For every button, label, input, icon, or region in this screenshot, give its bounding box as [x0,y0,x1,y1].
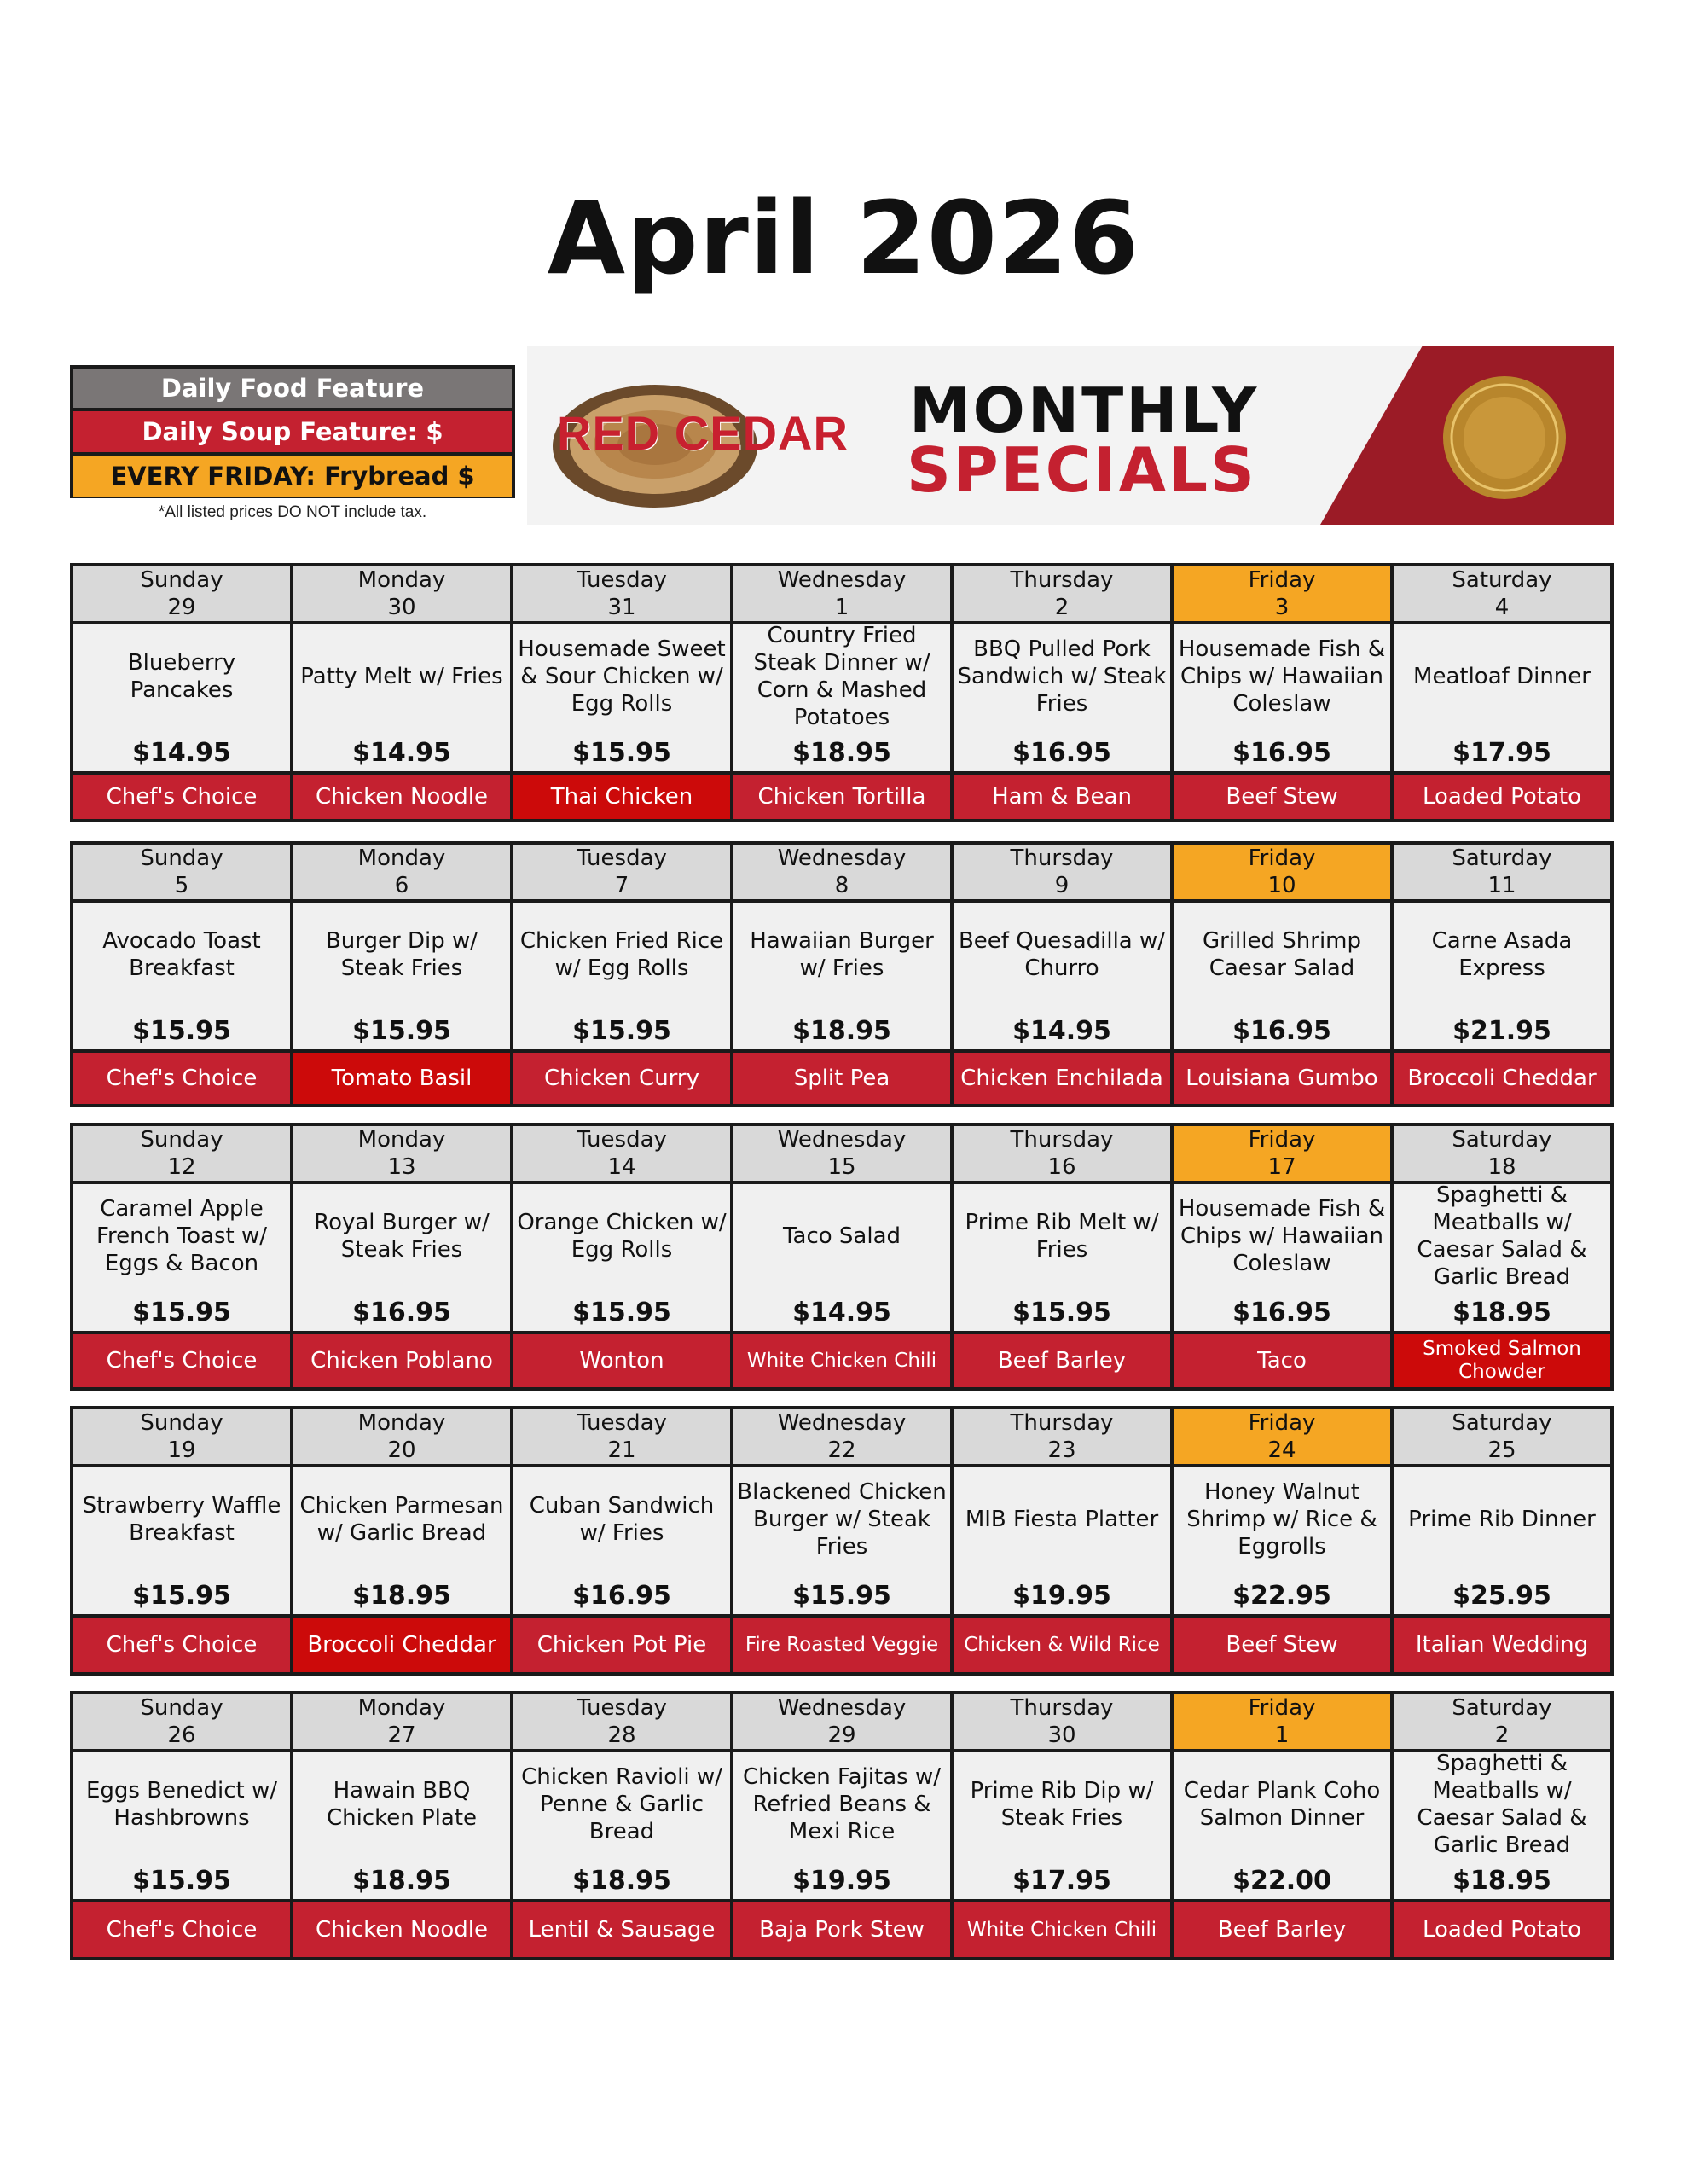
legend-food-feature: Daily Food Feature [70,365,515,410]
food-cell [1174,1752,1390,1899]
day-date: 5 [174,873,189,898]
day-date: 9 [1054,873,1070,898]
dish-price: $15.95 [132,1298,231,1327]
food-cell [733,1184,950,1331]
day-date: 17 [1267,1154,1296,1180]
day-name: Sunday [140,1695,223,1721]
food-cell [73,1752,290,1899]
day-header [1174,566,1390,621]
soup-cell: Louisiana Gumbo [1174,1053,1390,1104]
banner-specials: SPECIALS [907,434,1257,506]
day-date: 21 [607,1438,636,1463]
dish-price: $15.95 [572,1016,671,1046]
page-title: April 2026 [547,179,1140,297]
food-cell [1174,624,1390,771]
soup-cell: Baja Pork Stew [733,1902,950,1957]
day-header [293,566,510,621]
day-header [513,566,730,621]
day-header [1174,1694,1390,1749]
day-header [1394,1126,1610,1181]
soup-cell: Beef Barley [1174,1902,1390,1957]
food-cell [733,624,950,771]
day-header [73,845,290,899]
day-name: Saturday [1452,567,1552,593]
dish-name: Meatloaf Dinner [1413,664,1591,689]
day-header [733,1126,950,1181]
soup-cell: Beef Stew [1174,1618,1390,1672]
dish-name: Carne Asada Express [1431,928,1573,981]
dish-price: $18.95 [352,1581,451,1611]
dish-price: $16.95 [572,1581,671,1611]
day-name: Sunday [140,1410,223,1436]
food-cell [1174,903,1390,1049]
day-name: Friday [1248,567,1316,593]
week-3 [70,1123,1614,1391]
day-name: Wednesday [777,1695,907,1721]
soup-cell: Chef's Choice [73,1334,290,1387]
dish-name: Blackened Chicken Burger w/ Steak Fries [737,1479,947,1560]
soup-cell: Tomato Basil [293,1053,510,1104]
food-cell [513,1467,730,1614]
dish-name: Chicken Parmesan w/ Garlic Bread [299,1493,504,1546]
day-name: Sunday [140,567,223,593]
dish-name: Orange Chicken w/ Egg Rolls [517,1210,727,1263]
soup-cell: Wonton [513,1334,730,1387]
day-name: Monday [357,567,446,593]
day-date: 1 [1274,1722,1290,1748]
day-header [73,566,290,621]
day-date: 8 [834,873,849,898]
food-cell [1174,1467,1390,1614]
dish-name: Cuban Sandwich w/ Fries [529,1493,715,1546]
dish-name: Eggs Benedict w/ Hashbrowns [85,1778,278,1831]
dish-name: BBQ Pulled Pork Sandwich w/ Steak Fries [957,636,1167,717]
food-cell [293,1467,510,1614]
day-name: Tuesday [577,1695,667,1721]
soup-cell: Lentil & Sausage [513,1902,730,1957]
day-name: Wednesday [777,567,907,593]
soup-cell: Beef Stew [1174,775,1390,819]
dish-price: $18.95 [792,1016,891,1046]
week-5 [70,1691,1614,1960]
dish-name: MIB Fiesta Platter [965,1507,1159,1532]
dish-price: $15.95 [792,1581,891,1611]
soup-cell: Fire Roasted Veggie [733,1618,950,1672]
dish-name: Housemade Sweet & Sour Chicken w/ Egg Rolls [518,636,726,717]
day-name: Wednesday [777,1127,907,1153]
day-header [1394,845,1610,899]
day-header [733,1409,950,1464]
dish-price: $14.95 [1012,1016,1111,1046]
dish-price: $16.95 [1232,1298,1331,1327]
day-header [733,566,950,621]
day-date: 15 [827,1154,856,1180]
food-cell [73,903,290,1049]
food-cell [1394,903,1610,1049]
day-header [513,1126,730,1181]
dish-name: Avocado Toast Breakfast [102,928,261,981]
day-header [513,1694,730,1749]
dish-price: $16.95 [352,1298,451,1327]
soup-cell: Chef's Choice [73,775,290,819]
red-cedar-logo: RED CEDAR [557,406,849,460]
dish-price: $15.95 [352,1016,451,1046]
dish-name: Taco Salad [782,1223,901,1249]
soup-cell: Broccoli Cheddar [1394,1053,1610,1104]
soup-cell: Loaded Potato [1394,775,1610,819]
food-cell [954,1752,1170,1899]
dish-price: $18.95 [572,1866,671,1896]
dish-name: Spaghetti & Meatballs w/ Caesar Salad & Garlic Bread [1417,1751,1587,1858]
day-date: 10 [1267,873,1296,898]
day-header [954,566,1170,621]
soup-cell: Chef's Choice [73,1053,290,1104]
day-name: Saturday [1452,845,1552,871]
day-date: 19 [167,1438,196,1463]
soup-cell: Chicken Tortilla [733,775,950,819]
day-header [293,845,510,899]
dish-price: $14.95 [132,738,231,768]
day-header [293,1694,510,1749]
day-header [513,845,730,899]
food-cell [1394,1184,1610,1331]
dish-name: Honey Walnut Shrimp w/ Rice & Eggrolls [1186,1479,1377,1560]
food-cell [73,1184,290,1331]
day-date: 26 [167,1722,196,1748]
day-date: 20 [387,1438,416,1463]
legend-soup-feature: Daily Soup Feature: $ [70,410,515,454]
food-cell [733,1752,950,1899]
day-date: 23 [1047,1438,1076,1463]
dish-price: $19.95 [1012,1581,1111,1611]
day-header [954,1409,1170,1464]
dish-name: Housemade Fish & Chips w/ Hawaiian Coleslaw [1178,636,1386,717]
soup-cell: Chef's Choice [73,1618,290,1672]
dish-price: $18.95 [1452,1298,1551,1327]
food-cell [293,1752,510,1899]
food-cell [513,1184,730,1331]
day-date: 13 [387,1154,416,1180]
soup-cell: Smoked Salmon Chowder [1394,1334,1610,1387]
dish-price: $21.95 [1452,1016,1551,1046]
day-date: 31 [607,595,636,620]
day-name: Thursday [1010,1695,1114,1721]
day-header [1174,1409,1390,1464]
day-name: Monday [357,1127,446,1153]
dish-name: Blueberry Pancakes [127,650,236,703]
week-1 [70,563,1614,822]
day-date: 12 [167,1154,196,1180]
day-name: Saturday [1452,1695,1552,1721]
day-name: Saturday [1452,1410,1552,1436]
dish-name: Caramel Apple French Toast w/ Eggs & Bacon [96,1196,268,1276]
day-date: 18 [1487,1154,1516,1180]
dish-price: $19.95 [792,1866,891,1896]
food-cell [954,1184,1170,1331]
banner-monthly: MONTHLY [909,375,1260,446]
dish-price: $15.95 [132,1016,231,1046]
day-date: 4 [1494,595,1510,620]
day-name: Thursday [1010,1127,1114,1153]
day-date: 1 [834,595,849,620]
day-header [1174,845,1390,899]
day-date: 2 [1494,1722,1510,1748]
day-name: Tuesday [577,1127,667,1153]
day-date: 30 [387,595,416,620]
dish-name: Hawaiian Burger w/ Fries [750,928,934,981]
dish-name: Prime Rib Dinner [1408,1507,1596,1532]
dish-price: $22.95 [1232,1581,1331,1611]
day-header [733,1694,950,1749]
soup-cell: Loaded Potato [1394,1902,1610,1957]
monthly-specials-banner [527,346,1614,525]
dish-price: $22.00 [1232,1866,1331,1896]
soup-cell: Chicken Noodle [293,1902,510,1957]
day-name: Sunday [140,1127,223,1153]
day-name: Tuesday [577,567,667,593]
day-date: 6 [394,873,409,898]
day-date: 30 [1047,1722,1076,1748]
food-cell [1394,1467,1610,1614]
day-header [73,1694,290,1749]
dish-price: $15.95 [132,1866,231,1896]
day-date: 29 [167,595,196,620]
food-cell [733,1467,950,1614]
soup-cell: Split Pea [733,1053,950,1104]
legend [70,365,515,522]
day-header [954,1694,1170,1749]
food-cell [293,903,510,1049]
day-header [1394,1409,1610,1464]
soup-cell: Chicken Poblano [293,1334,510,1387]
dish-name: Cedar Plank Coho Salmon Dinner [1183,1778,1381,1831]
week-2 [70,841,1614,1107]
dish-name: Prime Rib Dip w/ Steak Fries [970,1778,1154,1831]
food-cell [733,903,950,1049]
soup-cell: Chicken Noodle [293,775,510,819]
tax-note: *All listed prices DO NOT include tax. [158,503,427,521]
day-date: 7 [614,873,629,898]
legend-friday-frybread: EVERY FRIDAY: Frybread $ [70,454,515,498]
day-name: Friday [1248,1127,1316,1153]
dish-name: Housemade Fish & Chips w/ Hawaiian Coleslaw [1178,1196,1386,1276]
soup-cell: White Chicken Chili [954,1902,1170,1957]
food-cell [513,1752,730,1899]
soup-cell: White Chicken Chili [733,1334,950,1387]
day-name: Friday [1248,1410,1316,1436]
dish-price: $15.95 [572,738,671,768]
dish-price: $15.95 [572,1298,671,1327]
dish-name: Hawain BBQ Chicken Plate [326,1778,478,1831]
food-cell [293,624,510,771]
day-header [1174,1126,1390,1181]
day-date: 28 [607,1722,636,1748]
soup-cell: Italian Wedding [1394,1618,1610,1672]
day-name: Thursday [1010,567,1114,593]
day-header [73,1409,290,1464]
dish-name: Chicken Fajitas w/ Refried Beans & Mexi Rice [743,1764,941,1844]
day-date: 25 [1487,1438,1516,1463]
day-date: 11 [1487,873,1516,898]
soup-cell: Chicken & Wild Rice [954,1618,1170,1672]
dish-name: Strawberry Waffle Breakfast [82,1493,281,1546]
day-date: 14 [607,1154,636,1180]
dish-price: $15.95 [1012,1298,1111,1327]
dish-price: $14.95 [352,738,451,768]
food-cell [513,903,730,1049]
dish-price: $18.95 [792,738,891,768]
day-name: Saturday [1452,1127,1552,1153]
dish-price: $16.95 [1012,738,1111,768]
day-date: 2 [1054,595,1070,620]
day-header [1394,1694,1610,1749]
day-header [73,1126,290,1181]
dish-price: $18.95 [352,1866,451,1896]
food-cell [1394,1752,1610,1899]
day-name: Friday [1248,1695,1316,1721]
dish-price: $16.95 [1232,738,1331,768]
day-date: 3 [1274,595,1290,620]
day-date: 22 [827,1438,856,1463]
day-name: Monday [357,1410,446,1436]
day-date: 27 [387,1722,416,1748]
dish-name: Chicken Ravioli w/ Penne & Garlic Bread [521,1764,722,1844]
food-cell [954,903,1170,1049]
day-date: 16 [1047,1154,1076,1180]
soup-cell: Chicken Curry [513,1053,730,1104]
day-name: Friday [1248,845,1316,871]
dish-price: $17.95 [1012,1866,1111,1896]
food-cell [1174,1184,1390,1331]
food-cell [1394,624,1610,771]
day-header [954,1126,1170,1181]
dish-price: $17.95 [1452,738,1551,768]
day-name: Wednesday [777,1410,907,1436]
day-name: Wednesday [777,845,907,871]
day-name: Tuesday [577,1410,667,1436]
dish-price: $15.95 [132,1581,231,1611]
dish-name: Spaghetti & Meatballs w/ Caesar Salad & Garlic Bread [1417,1182,1587,1290]
food-cell [513,624,730,771]
day-name: Monday [357,1695,446,1721]
food-cell [73,1467,290,1614]
soup-cell: Taco [1174,1334,1390,1387]
soup-cell: Ham & Bean [954,775,1170,819]
dish-name: Grilled Shrimp Caesar Salad [1203,928,1361,981]
day-header [293,1126,510,1181]
food-cell [73,624,290,771]
day-name: Sunday [140,845,223,871]
day-header [513,1409,730,1464]
soup-cell: Chef's Choice [73,1902,290,1957]
dish-name: Burger Dip w/ Steak Fries [325,928,478,981]
day-date: 29 [827,1722,856,1748]
food-cell [954,1467,1170,1614]
soup-cell: Chicken Enchilada [954,1053,1170,1104]
day-header [733,845,950,899]
dish-price: $16.95 [1232,1016,1331,1046]
dish-name: Country Fried Steak Dinner w/ Corn & Mashed Potatoes [753,623,930,730]
day-name: Tuesday [577,845,667,871]
dish-name: Prime Rib Melt w/ Fries [965,1210,1159,1263]
dish-name: Patty Melt w/ Fries [300,664,503,689]
soup-cell: Broccoli Cheddar [293,1618,510,1672]
soup-cell: Thai Chicken [513,775,730,819]
day-header [293,1409,510,1464]
day-date: 24 [1267,1438,1296,1463]
dish-price: $25.95 [1452,1581,1551,1611]
dish-name: Beef Quesadilla w/ Churro [958,928,1166,981]
week-4 [70,1406,1614,1676]
soup-cell: Chicken Pot Pie [513,1618,730,1672]
soup-cell: Beef Barley [954,1334,1170,1387]
food-cell [954,624,1170,771]
day-header [954,845,1170,899]
day-name: Thursday [1010,1410,1114,1436]
dish-name: Royal Burger w/ Steak Fries [314,1210,490,1263]
day-header [1394,566,1610,621]
food-cell [293,1184,510,1331]
dish-name: Chicken Fried Rice w/ Egg Rolls [519,928,724,981]
day-name: Monday [357,845,446,871]
dish-price: $14.95 [792,1298,891,1327]
dish-price: $18.95 [1452,1866,1551,1896]
day-name: Thursday [1010,845,1114,871]
